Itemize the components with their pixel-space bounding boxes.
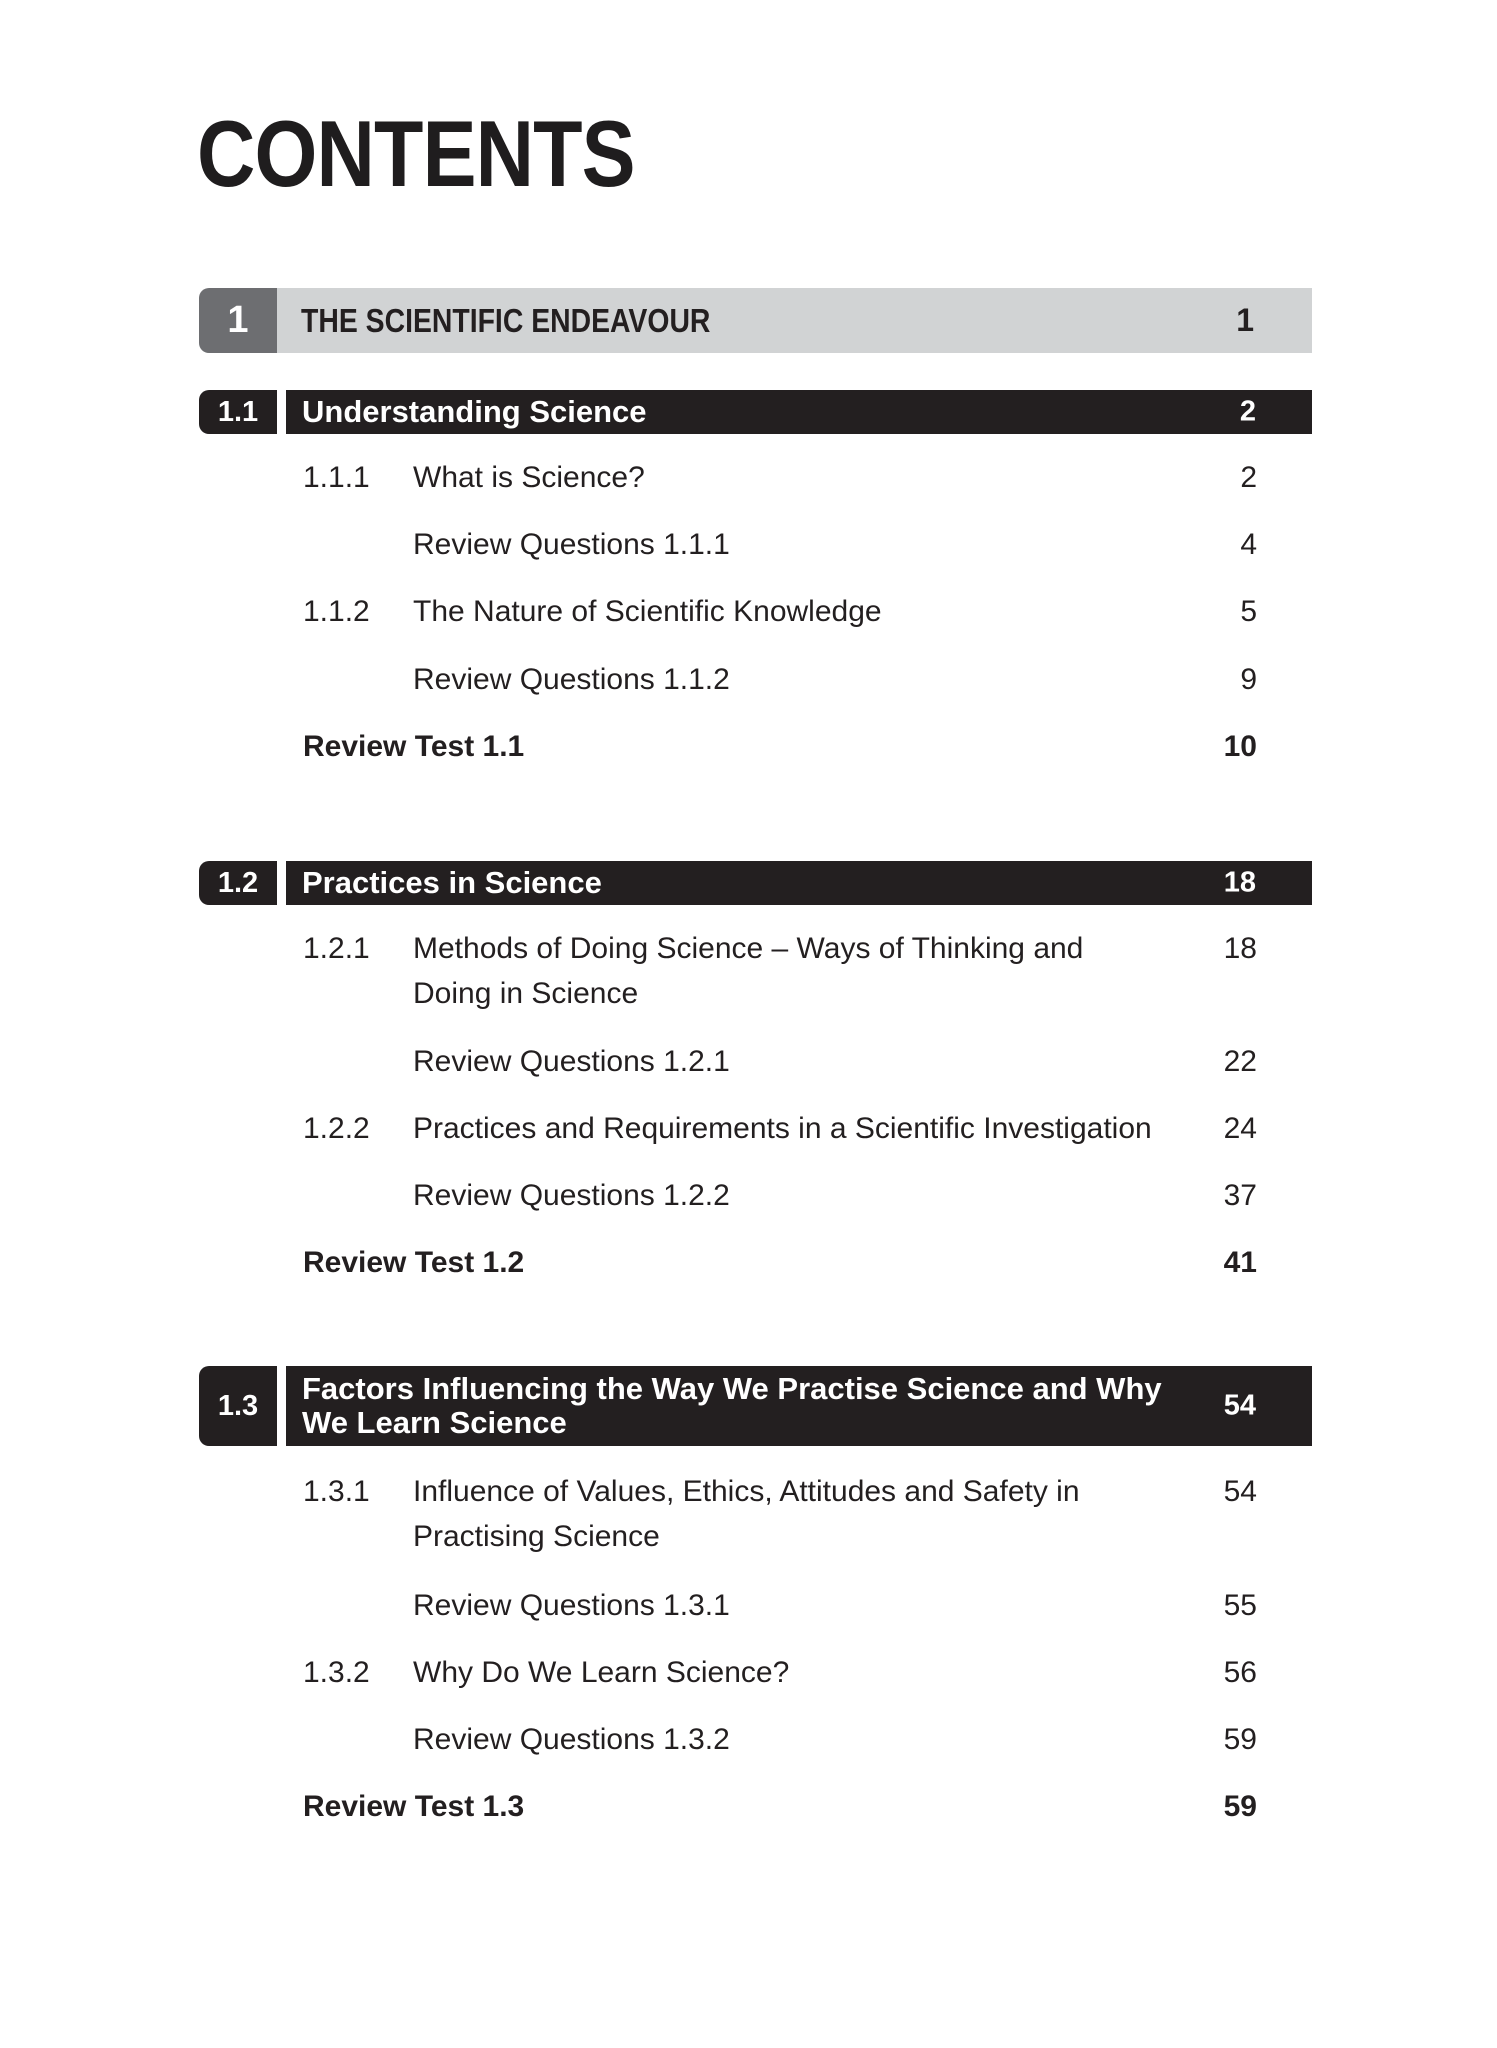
entry-title: Review Questions 1.1.2	[413, 663, 730, 696]
entry-page: 54	[1223, 1475, 1257, 1508]
chapter-title-bar	[277, 288, 1312, 353]
section-header-1-2[interactable]	[199, 861, 1312, 905]
section-number: 1.2	[199, 861, 277, 905]
entry-title: Review Questions 1.3.1	[413, 1589, 730, 1622]
review-test-title: Review Test 1.3	[303, 1790, 525, 1823]
entry-title: What is Science?	[413, 461, 645, 494]
entry-page: 59	[1223, 1723, 1257, 1756]
section-title-bar	[286, 390, 1312, 434]
section-title: Practices in Science	[302, 865, 602, 900]
entry-title: Methods of Doing Science – Ways of Thinking and Doing in Science	[413, 932, 1084, 1010]
page-title: CONTENTS	[197, 101, 635, 206]
entry-title: Review Questions 1.1.1	[413, 528, 730, 561]
section-title-bar	[286, 861, 1312, 905]
entry-number: 1.3.2	[303, 1656, 370, 1689]
section-title-bar	[286, 1366, 1312, 1446]
chapter-title: THE SCIENTIFIC ENDEAVOUR	[301, 301, 711, 339]
review-test-title: Review Test 1.1	[303, 730, 525, 763]
entry-page: 2	[1240, 461, 1257, 494]
section-header-1-1[interactable]	[199, 390, 1312, 434]
entry-number: 1.3.1	[303, 1475, 370, 1508]
entry-page: 4	[1240, 528, 1257, 561]
entry-number: 1.2.2	[303, 1112, 370, 1145]
entry-title: Review Questions 1.2.1	[413, 1045, 730, 1078]
section-title: Factors Influencing the Way We Practise Science and Why We Learn Science	[302, 1371, 1162, 1440]
section-header-1-3[interactable]	[199, 1366, 1312, 1446]
entry-page: 56	[1223, 1656, 1257, 1689]
entry-title: Influence of Values, Ethics, Attitudes and Safety in Practising Science	[413, 1475, 1080, 1553]
entry-title: The Nature of Scientific Knowledge	[413, 595, 882, 628]
entry-page: 9	[1240, 663, 1257, 696]
entry-page: 55	[1223, 1589, 1257, 1622]
chapter-page: 1	[1236, 302, 1254, 338]
section-number: 1.1	[199, 390, 277, 434]
entry-page: 24	[1223, 1112, 1257, 1145]
entry-page: 37	[1223, 1179, 1257, 1212]
review-test-title: Review Test 1.2	[303, 1246, 525, 1279]
section-page: 18	[1223, 866, 1256, 899]
chapter-number: 1	[199, 288, 277, 353]
entry-page: 18	[1223, 932, 1257, 965]
review-test-page: 41	[1223, 1246, 1257, 1279]
entry-page: 5	[1240, 595, 1257, 628]
section-page: 54	[1223, 1389, 1256, 1422]
entry-title: Review Questions 1.3.2	[413, 1723, 730, 1756]
review-test-page: 10	[1223, 730, 1257, 763]
entry-number: 1.2.1	[303, 932, 370, 965]
entry-title: Review Questions 1.2.2	[413, 1179, 730, 1212]
section-title: Understanding Science	[302, 394, 647, 429]
entry-page: 22	[1223, 1045, 1257, 1078]
entry-title: Practices and Requirements in a Scientific Investigation	[413, 1112, 1152, 1145]
entry-title: Why Do We Learn Science?	[413, 1656, 790, 1689]
chapter-header[interactable]	[199, 288, 1312, 353]
entry-number: 1.1.1	[303, 461, 370, 494]
entry-number: 1.1.2	[303, 595, 370, 628]
section-page: 2	[1239, 395, 1256, 428]
review-test-page: 59	[1223, 1790, 1257, 1823]
section-number: 1.3	[199, 1366, 277, 1446]
